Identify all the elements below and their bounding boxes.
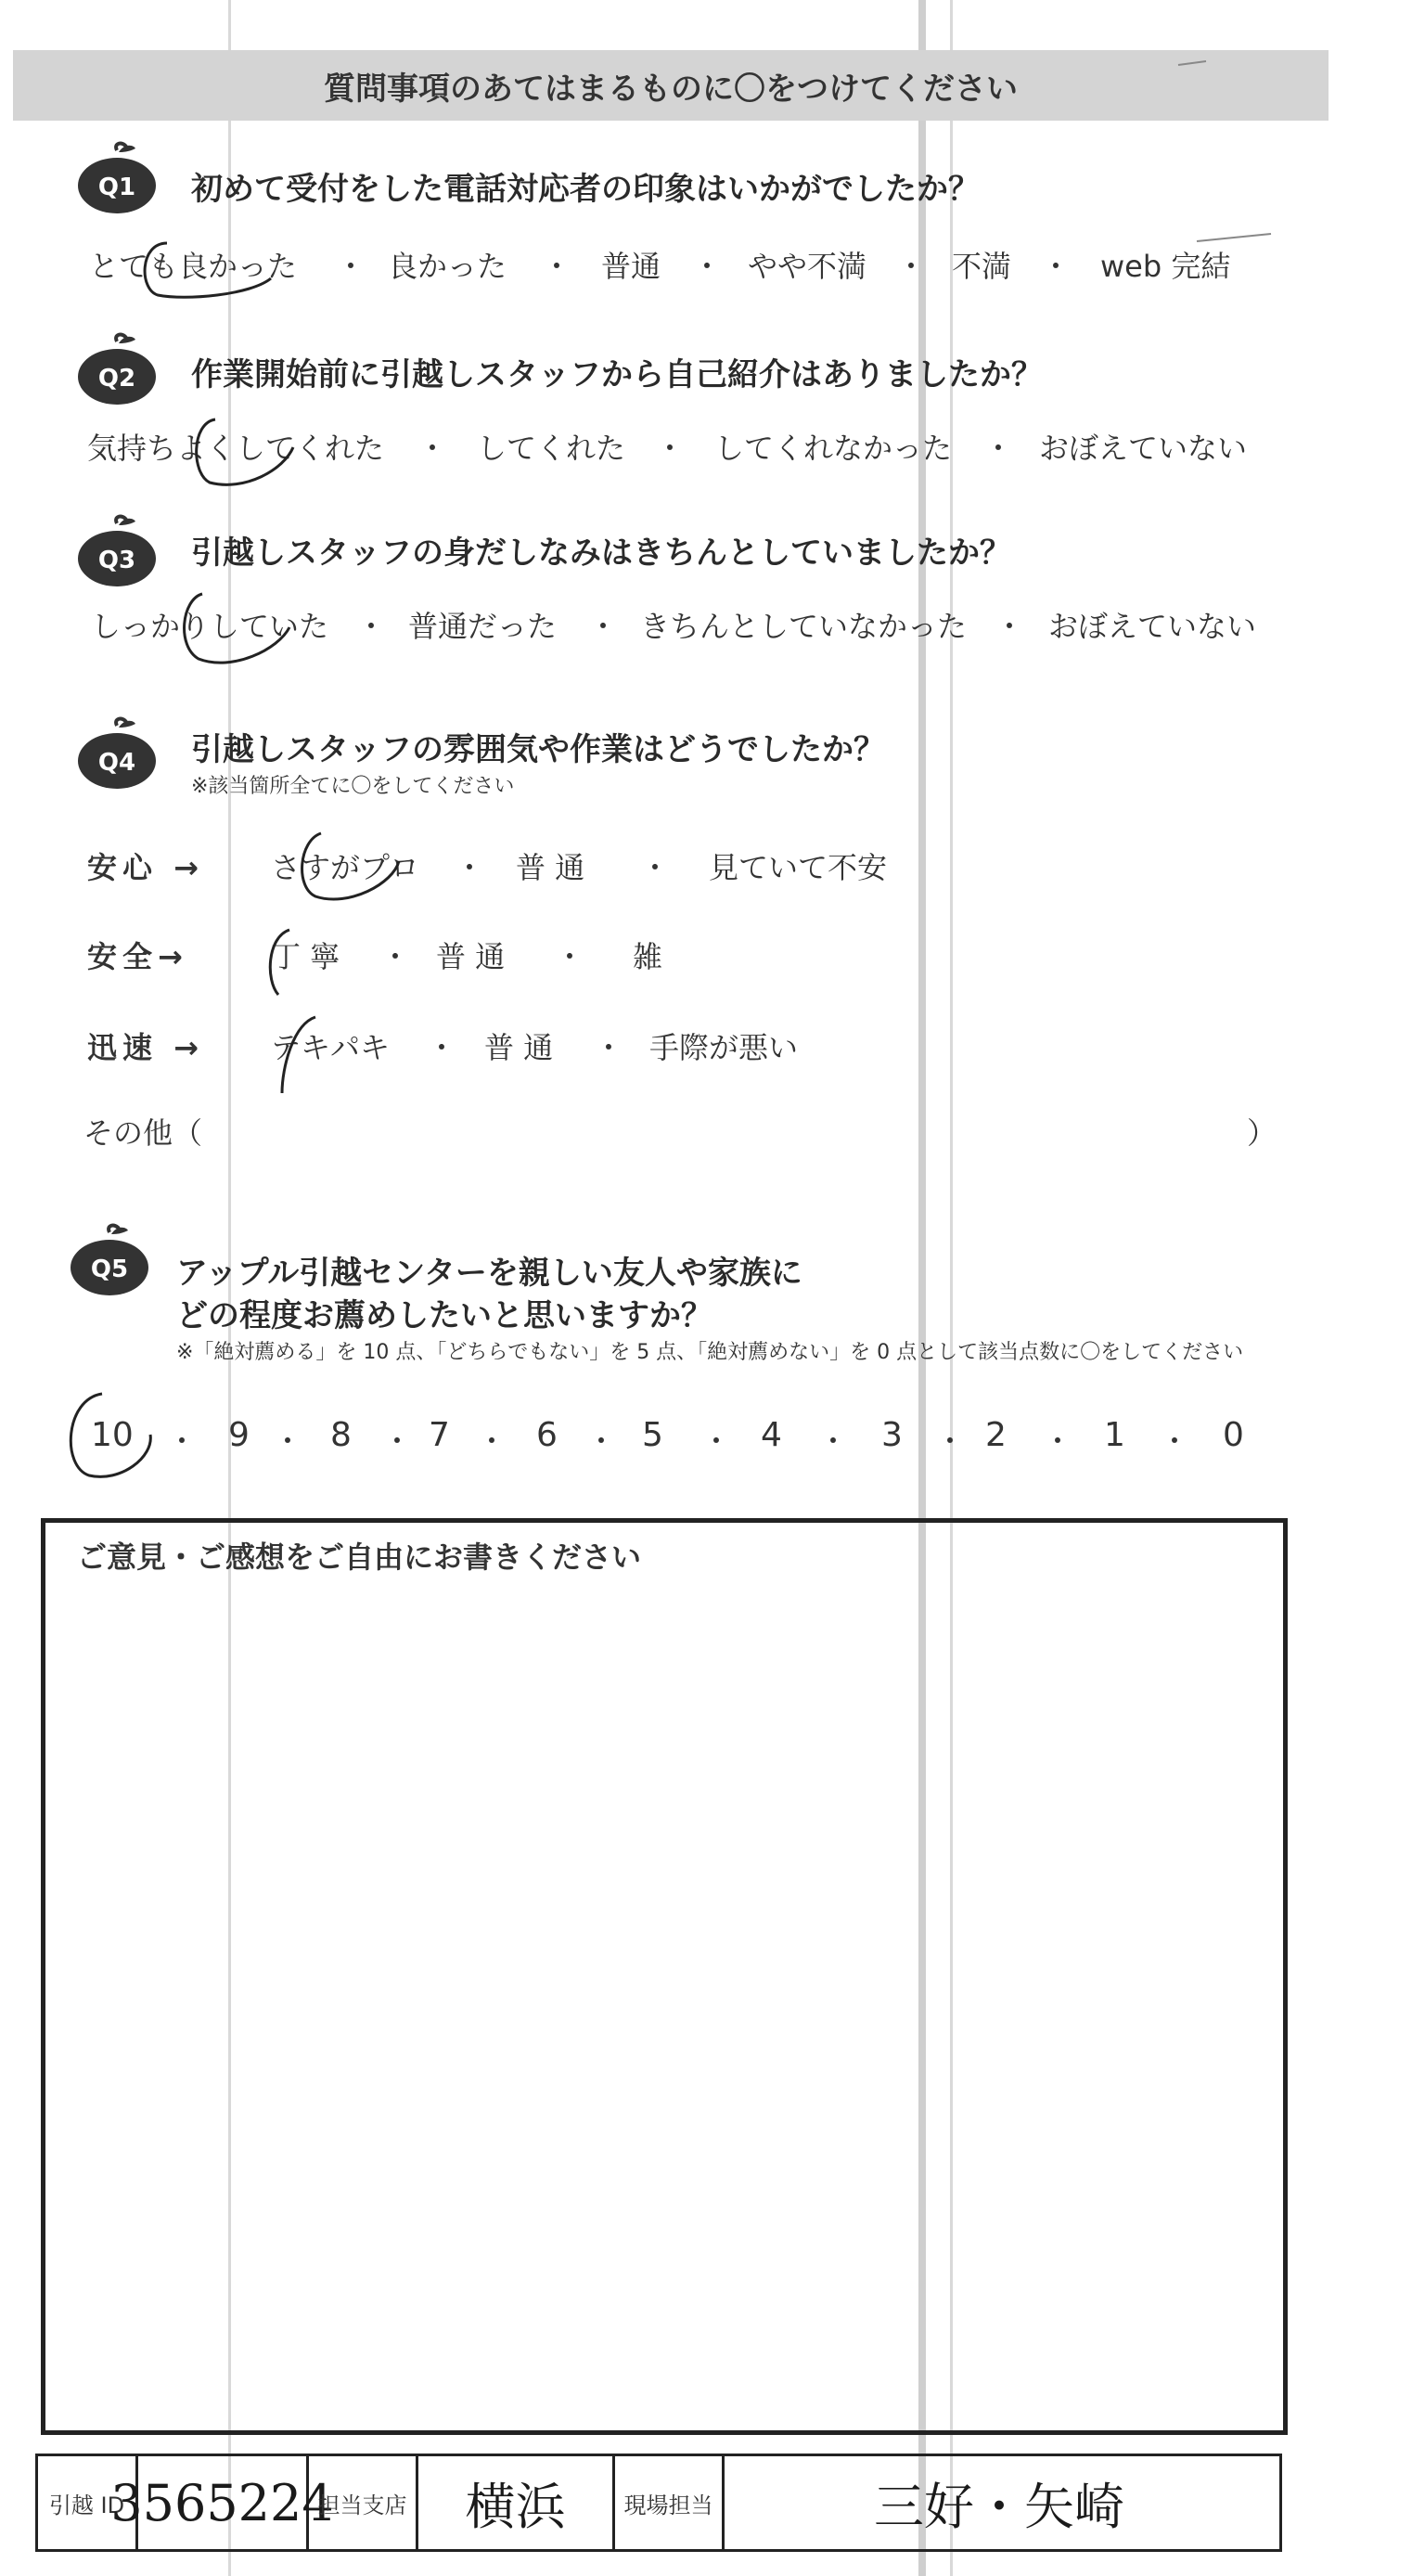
q4-row-label-speed: 迅速 → [87,1030,204,1065]
svg-text:Q4: Q4 [97,749,136,777]
q4-option-reassurance-normal[interactable]: 普 通 [516,850,585,885]
comment-title: ご意見・ご感想をご自由にお書きください [77,1539,642,1575]
q3-option-not-neat[interactable]: きちんとしていなかった [640,609,968,644]
separator-dot: ・ [382,1423,413,1459]
q3-question: 引越しスタッフの身だしなみはきちんとしていましたか？ [191,535,1011,572]
q5-score-3[interactable]: 3 [881,1416,903,1454]
svg-text:Q2: Q2 [97,365,136,393]
q4-question: 引越しスタッフの雰囲気や作業はどうでしたか？ [191,731,885,768]
q5-score-1[interactable]: 1 [1104,1416,1125,1454]
q4-other-label: その他（ [83,1115,203,1151]
q5-score-0[interactable]: 0 [1223,1416,1244,1454]
q2-apple-badge-icon [72,332,161,406]
q4-option-speed-normal[interactable]: 普 通 [484,1030,554,1065]
separator-dot: ・ [455,850,485,885]
separator-dot: ・ [1043,1423,1073,1459]
staff-label: 現場担当 [615,2456,725,2549]
q4-option-efficient[interactable]: テキパキ [271,1030,391,1065]
separator-dot: ・ [1041,249,1072,284]
q4-row-label-safety: 安全→ [87,939,188,974]
q1-apple-badge-icon [72,141,161,215]
q5-note: ※「絶対薦める」を 10 点、「どちらでもない」を 5 点、「絶対薦めない」を 0 点として該当点数に〇をしてください [176,1341,1244,1364]
q2-question: 作業開始前に引越しスタッフから自己紹介はありましたか？ [191,356,1043,393]
q1-option-web-complete[interactable]: web 完結 [1100,249,1231,284]
q4-option-careful[interactable]: 丁 寧 [271,939,340,974]
branch-label: 担当支店 [309,2456,418,2549]
separator-dot: ・ [273,1423,303,1459]
q2-option-dont-remember[interactable]: おぼえていない [1039,431,1248,466]
scan-mark [1197,234,1271,241]
separator-dot: ・ [594,1030,624,1065]
q5-score-4[interactable]: 4 [761,1416,782,1454]
q4-row-label-reassurance: 安心 → [87,850,204,885]
branch-value[interactable]: 横浜 [418,2456,615,2549]
separator-dot: ・ [1160,1423,1190,1459]
move-id-value[interactable]: 3565224 [138,2456,309,2549]
q5-question-line2: どの程度お薦めしたいと思いますか？ [176,1297,712,1334]
q5-question-line1: アップル引越センターを親しい友人や家族に [176,1255,802,1292]
separator-dot: ・ [640,850,671,885]
separator-dot: ・ [818,1423,849,1459]
q1-option-slightly-dissatisfied[interactable]: やや不満 [748,249,867,284]
q3-option-neat[interactable]: しっかりしていた [91,609,329,644]
comment-box[interactable] [41,1518,1288,2435]
q5-score-10[interactable]: 10 [91,1416,134,1454]
separator-dot: ・ [701,1423,732,1459]
separator-dot: ・ [588,609,619,644]
separator-dot: ・ [380,939,411,974]
q2-option-did[interactable]: してくれた [477,431,626,466]
q4-other-close: ） [1247,1115,1277,1151]
q5-score-6[interactable]: 6 [536,1416,558,1454]
separator-dot: ・ [935,1423,966,1459]
separator-dot: ・ [692,249,723,284]
move-id-label: 引越 ID [38,2456,138,2549]
separator-dot: ・ [655,431,686,466]
separator-dot: ・ [336,249,366,284]
separator-dot: ・ [555,939,585,974]
separator-dot: ・ [995,609,1025,644]
q4-option-anxious[interactable]: 見ていて不安 [709,850,888,885]
q4-option-sloppy[interactable]: 雑 [633,939,663,974]
q5-score-9[interactable]: 9 [228,1416,250,1454]
separator-dot: ・ [356,609,387,644]
q1-question: 初めて受付をした電話対応者の印象はいかがでしたか？ [191,171,980,208]
separator-dot: ・ [983,431,1014,466]
q3-option-normal[interactable]: 普通だった [408,609,558,644]
q5-score-8[interactable]: 8 [330,1416,352,1454]
q1-option-dissatisfied[interactable]: 不満 [952,249,1012,284]
q5-apple-badge-icon [65,1223,154,1297]
separator-dot: ・ [542,249,572,284]
footer-id-table [35,2454,1282,2552]
separator-dot: ・ [167,1423,198,1459]
svg-text:Q1: Q1 [97,174,136,201]
q3-option-dont-remember[interactable]: おぼえていない [1048,609,1257,644]
separator-dot: ・ [586,1423,617,1459]
instruction-header: 質問事項のあてはまるものに〇をつけてください [13,50,1329,121]
separator-dot: ・ [896,249,927,284]
q3-apple-badge-icon [72,514,161,588]
q5-score-2[interactable]: 2 [985,1416,1007,1454]
separator-dot: ・ [427,1030,457,1065]
q1-option-good[interactable]: 良かった [388,249,507,284]
separator-dot: ・ [477,1423,507,1459]
svg-text:Q3: Q3 [97,547,136,574]
q5-score-5[interactable]: 5 [642,1416,663,1454]
q4-note: ※該当箇所全てに〇をしてください [191,775,515,798]
svg-text:Q5: Q5 [90,1256,129,1283]
q1-option-normal[interactable]: 普通 [601,249,661,284]
q1-option-very-good[interactable]: とても良かった [89,249,298,284]
separator-dot: ・ [417,431,448,466]
q4-option-safety-normal[interactable]: 普 通 [436,939,506,974]
q2-option-did-not[interactable]: してくれなかった [714,431,953,466]
q2-option-pleasant[interactable]: 気持ちよくしてくれた [87,431,385,466]
staff-value[interactable]: 三好・矢崎 [874,2477,1124,2536]
q4-option-clumsy[interactable]: 手際が悪い [649,1030,799,1065]
q5-score-7[interactable]: 7 [429,1416,450,1454]
q4-apple-badge-icon [72,716,161,791]
q4-option-professional[interactable]: さすがプロ [271,850,420,885]
